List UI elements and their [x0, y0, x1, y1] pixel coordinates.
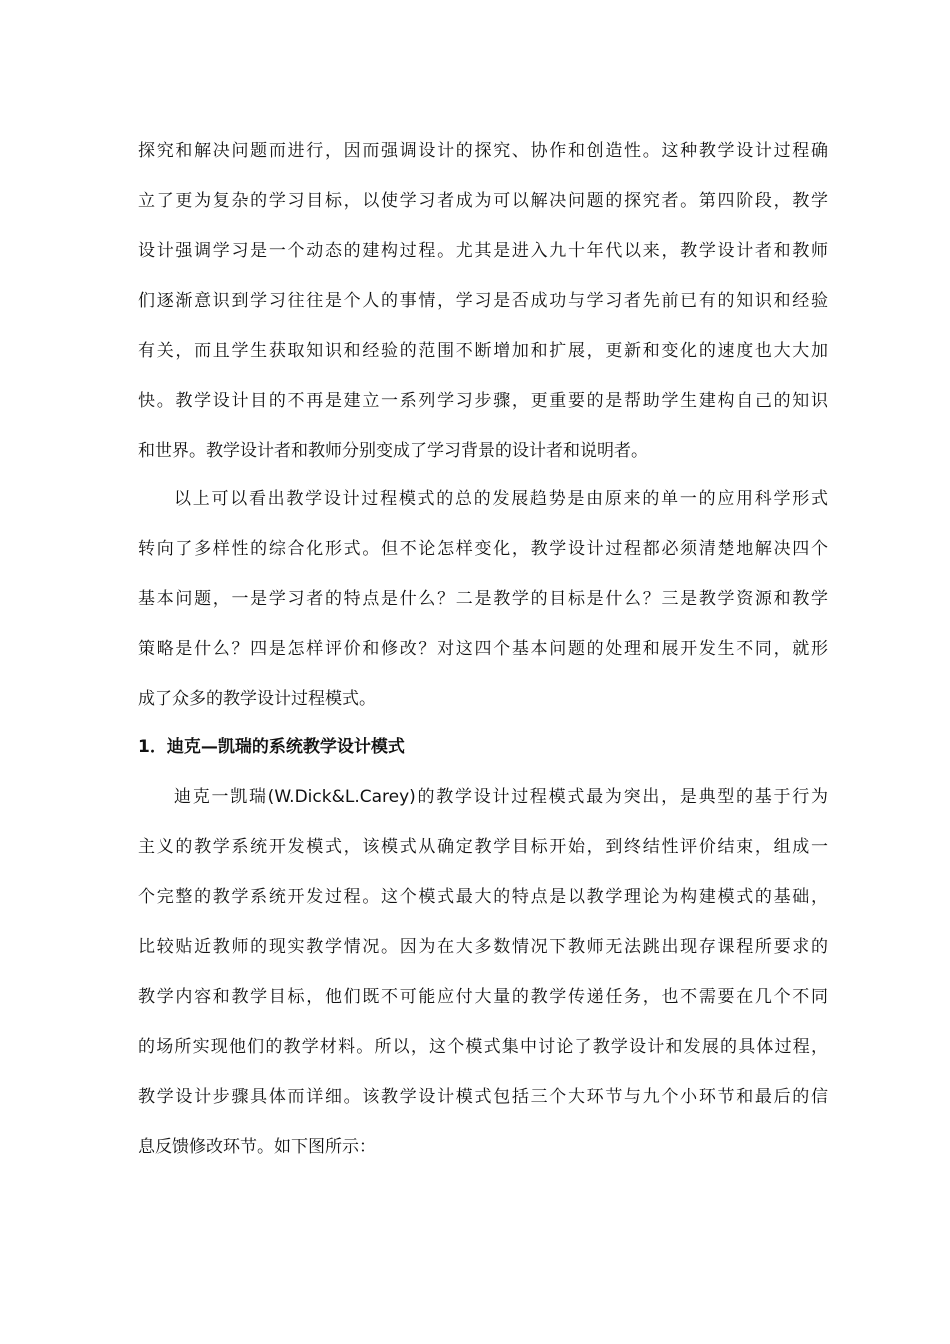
paragraph-2 — [138, 474, 828, 724]
paragraph-line: 和世界。教学设计者和教师分别变成了学习背景的设计者和说明者。 — [138, 441, 648, 461]
paragraph-line: 教学设计步骤具体而详细。该教学设计模式包括三个大环节与九个小环节和最后的信 — [138, 1087, 828, 1107]
paragraph-line: 的场所实现他们的教学材料。所以，这个模式集中讨论了教学设计和发展的具体过程， — [138, 1037, 828, 1057]
paragraph-line: 策略是什么？四是怎样评价和修改？对这四个基本问题的处理和展开发生不同，就形 — [138, 639, 828, 659]
paragraph-line: 基本问题，一是学习者的特点是什么？二是教学的目标是什么？三是教学资源和教学 — [138, 589, 828, 609]
paragraph-line: 个完整的教学系统开发过程。这个模式最大的特点是以教学理论为构建模式的基础， — [138, 887, 828, 907]
paragraph-line: 迪克一凯瑞(W.Dick&L.Carey)的教学设计过程模式最为突出，是典型的基于行为 — [174, 787, 828, 807]
paragraph-line: 教学内容和教学目标，他们既不可能应付大量的教学传递任务，也不需要在几个不同 — [138, 987, 828, 1007]
paragraph-line: 转向了多样性的综合化形式。但不论怎样变化，教学设计过程都必须清楚地解决四个 — [138, 539, 828, 559]
paragraph-line: 探究和解决问题而进行，因而强调设计的探究、协作和创造性。这种教学设计过程确 — [138, 141, 828, 161]
paragraph-line: 快。教学设计目的不再是建立一系列学习步骤，更重要的是帮助学生建构自己的知识 — [138, 391, 828, 411]
paragraph-line: 比较贴近教师的现实教学情况。因为在大多数情况下教师无法跳出现存课程所要求的 — [138, 937, 828, 957]
paragraph-line: 成了众多的教学设计过程模式。 — [138, 689, 376, 709]
paragraph-3 — [138, 772, 828, 1172]
section-heading-block — [138, 722, 828, 772]
paragraph-line: 立了更为复杂的学习目标，以使学习者成为可以解决问题的探究者。第四阶段，教学 — [138, 191, 828, 211]
section-heading: 1．迪克—凯瑞的系统教学设计模式 — [138, 737, 405, 757]
paragraph-line: 们逐渐意识到学习往往是个人的事情，学习是否成功与学习者先前已有的知识和经验 — [138, 291, 828, 311]
paragraph-line: 主义的教学系统开发模式，该模式从确定教学目标开始，到终结性评价结束，组成一 — [138, 837, 828, 857]
paragraph-line: 设计强调学习是一个动态的建构过程。尤其是进入九十年代以来，教学设计者和教师 — [138, 241, 828, 261]
paragraph-line: 以上可以看出教学设计过程模式的总的发展趋势是由原来的单一的应用科学形式 — [174, 489, 828, 509]
paragraph-1 — [138, 126, 828, 476]
paragraph-line: 息反馈修改环节。如下图所示： — [138, 1137, 376, 1157]
paragraph-line: 有关，而且学生获取知识和经验的范围不断增加和扩展，更新和变化的速度也大大加 — [138, 341, 828, 361]
